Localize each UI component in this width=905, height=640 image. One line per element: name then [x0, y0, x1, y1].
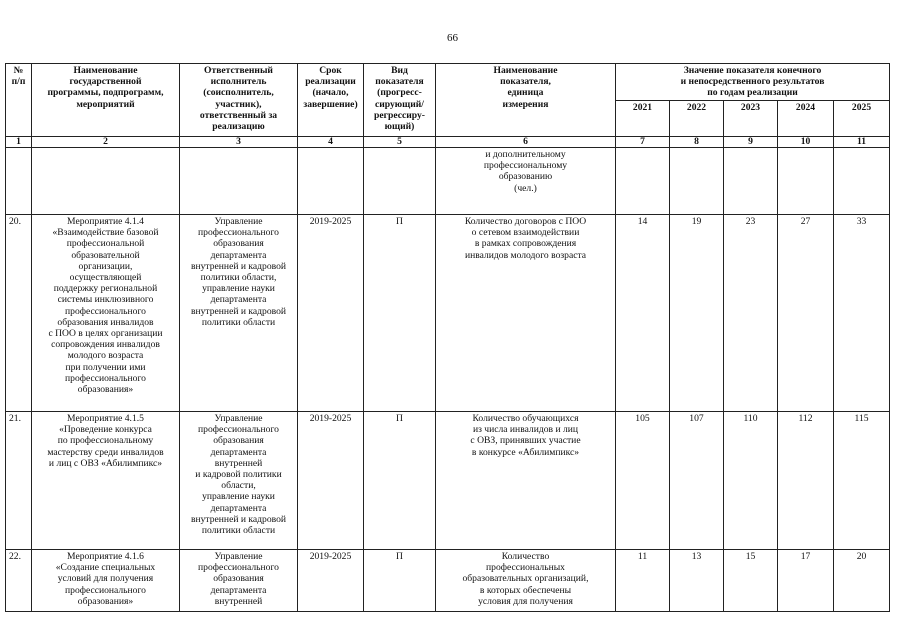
table-row	[6, 215, 890, 412]
header-year: 2025	[834, 101, 890, 137]
table-row	[6, 550, 890, 612]
implementation-term	[298, 148, 364, 215]
value-cell: 33	[834, 215, 890, 412]
responsible-executor: Управление профессионального образования департамента внутренней и кадровой политики области, управление науки департамента внутренней и кадровой политики области	[180, 412, 298, 550]
row-number: 21.	[6, 412, 32, 550]
responsible-executor: Управление профессионального образования департамента внутренней	[180, 550, 298, 612]
column-number: 2	[32, 137, 180, 148]
responsible-executor	[180, 148, 298, 215]
header-col-term: Срок реализации (начало, завершение)	[298, 64, 364, 137]
value-cell	[724, 148, 778, 215]
indicator-name: Количество договоров с ПОО о сетевом взаимодействии в рамках сопровождения инвалидов молодого возраста	[436, 215, 616, 412]
value-cell: 112	[778, 412, 834, 550]
column-number: 1	[6, 137, 32, 148]
header-year: 2021	[616, 101, 670, 137]
indicators-table	[5, 63, 890, 612]
value-cell	[616, 148, 670, 215]
header-col-name: Наименование государственной программы, подпрограмм, мероприятий	[32, 64, 180, 137]
responsible-executor: Управление профессионального образования департамента внутренней и кадровой политики области, управление науки департамента внутренней и кадровой политики области	[180, 215, 298, 412]
column-number: 6	[436, 137, 616, 148]
indicator-type: П	[364, 215, 436, 412]
column-number: 10	[778, 137, 834, 148]
indicator-type: П	[364, 550, 436, 612]
row-number: 22.	[6, 550, 32, 612]
measure-name: Мероприятие 4.1.6 «Создание специальных условий для получения профессионального образования»	[32, 550, 180, 612]
value-cell: 11	[616, 550, 670, 612]
measure-name: Мероприятие 4.1.5 «Проведение конкурса по профессиональному мастерству среди инвалидов и лиц с ОВЗ «Абилимпикс»	[32, 412, 180, 550]
header-col-no: № п/п	[6, 64, 32, 137]
value-cell: 110	[724, 412, 778, 550]
value-cell	[670, 148, 724, 215]
value-cell: 17	[778, 550, 834, 612]
header-col-type: Вид показателя (прогресс- сирующий/ регрессиру- ющий)	[364, 64, 436, 137]
value-cell: 27	[778, 215, 834, 412]
column-number: 9	[724, 137, 778, 148]
column-number: 5	[364, 137, 436, 148]
column-number: 3	[180, 137, 298, 148]
indicator-name: Количество обучающихся из числа инвалидов и лиц с ОВЗ, принявших участие в конкурсе «Абилимпикс»	[436, 412, 616, 550]
indicator-type: П	[364, 412, 436, 550]
row-number	[6, 148, 32, 215]
row-number: 20.	[6, 215, 32, 412]
column-numbers-row	[6, 137, 890, 148]
header-year: 2023	[724, 101, 778, 137]
implementation-term: 2019-2025	[298, 550, 364, 612]
header-col-executor: Ответственный исполнитель (соисполнитель, участник), ответственный за реализацию	[180, 64, 298, 137]
value-cell: 20	[834, 550, 890, 612]
column-number: 7	[616, 137, 670, 148]
header-year: 2022	[670, 101, 724, 137]
implementation-term: 2019-2025	[298, 215, 364, 412]
value-cell: 15	[724, 550, 778, 612]
measure-name: Мероприятие 4.1.4 «Взаимодействие базовой профессиональной образовательной организации, осуществляющей поддержку региональной системы инклюзивного профессионального образования инвалидов с ПОО в целях организации сопровождения инвалидов молодого возраста при получении ими профессионального образования»	[32, 215, 180, 412]
table-row	[6, 412, 890, 550]
value-cell	[834, 148, 890, 215]
header-year: 2024	[778, 101, 834, 137]
header-col-values: Значение показателя конечного и непосредственного результатов по годам реализации	[616, 64, 890, 101]
value-cell: 107	[670, 412, 724, 550]
column-number: 8	[670, 137, 724, 148]
column-number: 11	[834, 137, 890, 148]
value-cell: 115	[834, 412, 890, 550]
indicator-name: и дополнительному профессиональному образованию (чел.)	[436, 148, 616, 215]
indicator-type	[364, 148, 436, 215]
measure-name	[32, 148, 180, 215]
indicator-name: Количество профессиональных образовательных организаций, в которых обеспечены условия для получения	[436, 550, 616, 612]
value-cell: 19	[670, 215, 724, 412]
header-row	[6, 64, 890, 101]
table-row	[6, 148, 890, 215]
column-number: 4	[298, 137, 364, 148]
header-col-indicator: Наименование показателя, единица измерения	[436, 64, 616, 137]
page-number: 66	[447, 32, 458, 44]
value-cell: 23	[724, 215, 778, 412]
implementation-term: 2019-2025	[298, 412, 364, 550]
value-cell: 13	[670, 550, 724, 612]
value-cell: 14	[616, 215, 670, 412]
value-cell	[778, 148, 834, 215]
value-cell: 105	[616, 412, 670, 550]
